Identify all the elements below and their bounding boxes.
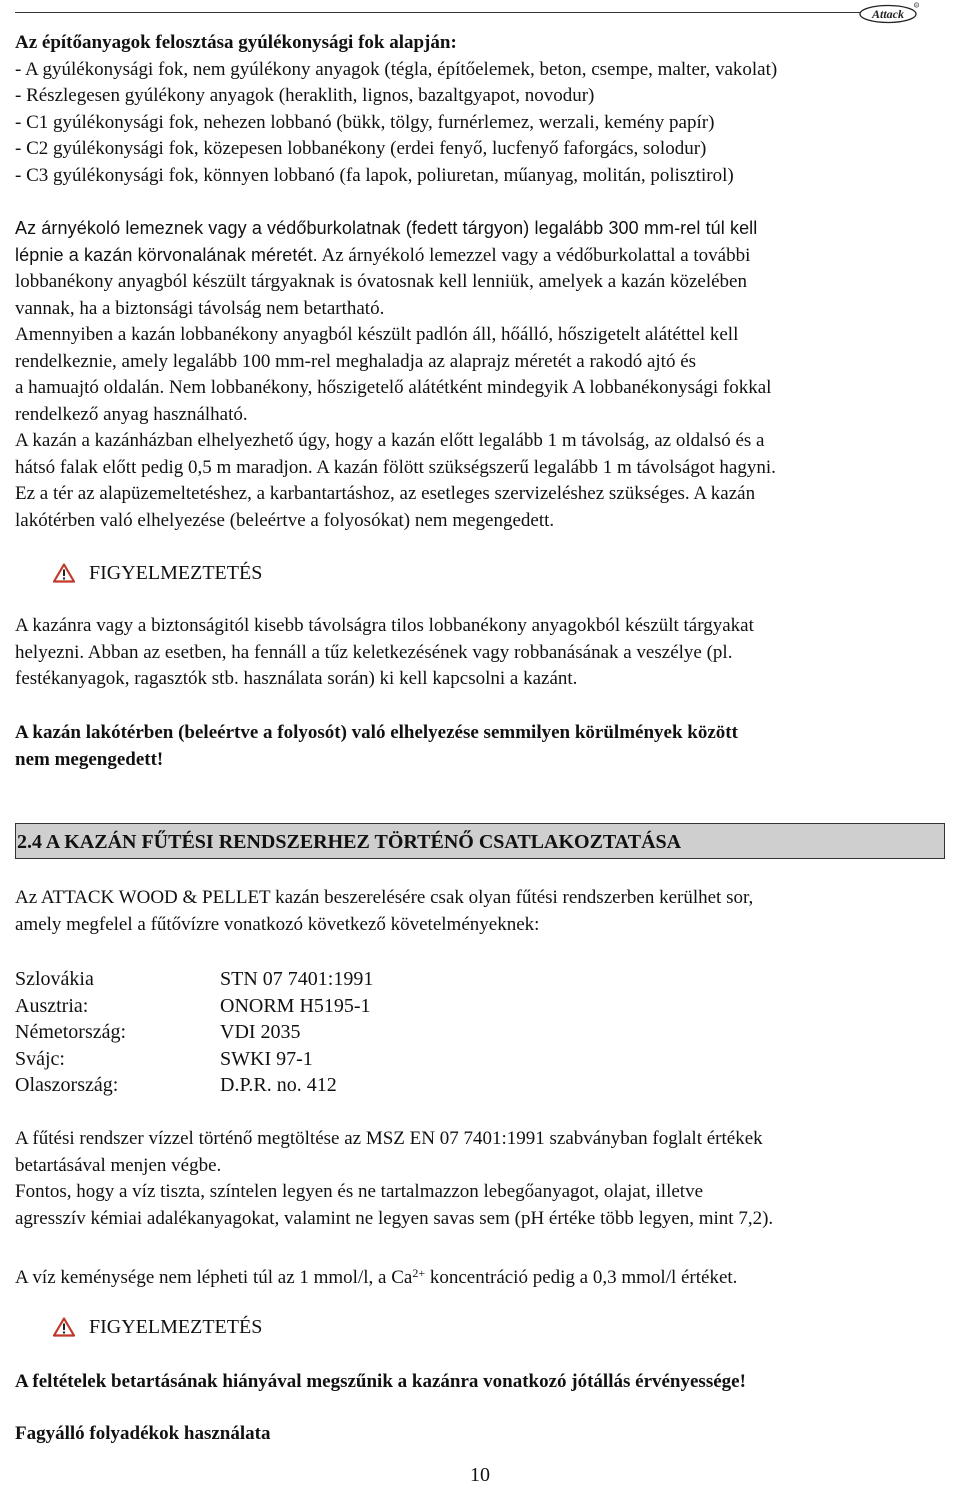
text-line: nem megengedett! [15,748,164,770]
norm-standard: VDI 2035 [220,1021,301,1043]
text-line: hátsó falak előtt pedig 0,5 m maradjon. A kazán fölött szükségszerű legalább 1 m távolságot hagyni. [15,456,776,478]
text-line: lépnie a kazán körvonalának méretét. [15,244,318,265]
warning-bold-text [15,720,945,773]
warning-label: FIGYELMEZTETÉS [89,1316,263,1338]
text-line: vannak, ha a biztonsági távolság nem betartható. [15,297,385,319]
svg-text:Attack: Attack [872,7,904,21]
norm-standard: D.P.R. no. 412 [220,1074,337,1096]
text-line: Ez a tér az alapüzemeltetéshez, a karbantartáshoz, az esetleges szervizeléshez szükséges. A kazán [15,483,756,504]
attack-logo-icon [858,2,920,24]
classification-item: - C2 gyúlékonysági fok, közepesen lobbanékony (erdei fenyő, lucfenyő faforgács, solodur) [15,138,707,159]
svg-text:R: R [915,3,918,8]
norm-row [15,1072,373,1099]
norm-country: Olaszország: [15,1074,119,1096]
warning-triangle-icon [53,1317,75,1337]
header-rule [15,12,860,13]
text-line: rendelkeznie, amely legalább 100 mm-rel meghaladja az alaprajz méretét a rakodó ajtó és [15,350,697,372]
text-line: Az árnyékoló lemeznek vagy a védőburkolatnak (fedett tárgyon) legalább 300 mm-rel túl kell [15,218,758,238]
text-line: A kazán a kazánházban elhelyezhető úgy, hogy a kazán előtt legalább 1 m távolság, az oldalsó és a [15,430,765,451]
norm-row [15,1019,373,1046]
norm-row [15,993,373,1020]
norm-country: Svájc: [15,1047,65,1070]
text-line: Az ATTACK WOOD & PELLET kazán beszerelésére csak olyan fűtési rendszerben kerülhet sor, [15,887,754,908]
norm-standard: SWKI 97-1 [220,1047,313,1070]
text-line: rendelkező anyag használható. [15,403,248,425]
warning-text [15,613,945,693]
text-line: Az árnyékoló lemezzel vagy a védőburkolattal a további [317,244,751,266]
warning-heading [53,559,262,587]
classification-item: - Részlegesen gyúlékony anyagok (heraklith, lignos, bazaltgyapot, novodur) [15,85,595,106]
norm-country: Szlovákia [15,968,94,990]
text-line: koncentráció pedig a 0,3 mmol/l értéket. [425,1267,738,1288]
classification-block [15,30,945,189]
text-line: Amennyiben a kazán lobbanékony anyagból készült padlón áll, hőálló, hőszigetelt alátéttel kell [15,324,739,345]
norm-row [15,1046,373,1073]
classification-item: - C1 gyúlékonysági fok, nehezen lobbanó (bükk, tölgy, furnérlemez, werzali, kemény papír) [15,111,715,133]
text-line: amely megfelel a fűtővízre vonatkozó következő követelményeknek: [15,913,540,935]
text-line: Fontos, hogy a víz tiszta, színtelen legyen és ne tartalmazzon lebegőanyagot, olajat, illetve [15,1181,703,1202]
attack-logo [858,2,920,24]
text-line: festékanyagok, ragasztók stb. használata során) ki kell kapcsolni a kazánt. [15,668,578,689]
text-line: agresszív kémiai adalékanyagokat, valamint ne legyen savas sem (pH értéke több legyen, mint 7,2). [15,1207,774,1229]
norm-country: Ausztria: [15,994,89,1017]
section-intro [15,885,945,938]
warning-triangle-icon [53,563,75,583]
norms-table [15,966,373,1099]
classification-title: Az építőanyagok felosztása gyúlékonysági fok alapján: [15,32,457,53]
text-line: A fűtési rendszer vízzel történő megtöltése az MSZ EN 07 7401:1991 szabványban foglalt értékek [15,1128,763,1149]
page-number: 10 [470,1464,490,1486]
antifreeze-heading: Fagyálló folyadékok használata [15,1423,271,1444]
text-line: lakótérben való elhelyezése (beleértve a folyosókat) nem megengedett. [15,509,555,531]
warranty-warning: A feltételek betartásának hiányával megszűnik a kazánra vonatkozó jótállás érvényessége! [15,1371,746,1392]
section-heading: 2.4 A KAZÁN FŰTÉSI RENDSZERHEZ TÖRTÉNŐ CSATLAKOZTATÁSA [15,823,945,859]
placement-paragraph [15,215,945,534]
text-line: A víz keménysége nem lépheti túl az 1 mmol/l, a Ca [15,1267,413,1288]
text-line: betartásával menjen végbe. [15,1154,222,1176]
text-line: helyezni. Abban az esetben, ha fennáll a tűz keletkezésének vagy robbanásának a veszélye (pl. [15,641,733,663]
norm-row [15,966,373,993]
fill-requirements [15,1126,945,1232]
warning-label: FIGYELMEZTETÉS [89,562,263,584]
classification-item: - A gyúlékonysági fok, nem gyúlékony anyagok (tégla, építőelemek, beton, csempe, malter, vakolat) [15,58,778,80]
classification-item: - C3 gyúlékonysági fok, könnyen lobbanó (fa lapok, poliuretan, műanyag, molitán, polisztirol) [15,164,734,186]
hardness-line [15,1260,945,1292]
norm-standard: STN 07 7401:1991 [220,968,374,990]
norm-standard: ONORM H5195-1 [220,994,371,1017]
text-line: A kazán lakótérben (beleértve a folyosót) való elhelyezése semmilyen körülmények között [15,722,738,743]
warning-heading [53,1313,262,1341]
superscript: 2+ [412,1266,426,1280]
norm-country: Németország: [15,1021,127,1043]
text-line: a hamuajtó oldalán. Nem lobbanékony, hőszigetelő alátétként mindegyik A lobbanékonysági fokkal [15,377,772,398]
text-line: lobbanékony anyagból készült tárgyaknak is óvatosnak kell lenniük, amelyek a kazán közelében [15,271,747,292]
text-line: A kazánra vagy a biztonságitól kisebb távolságra tilos lobbanékony anyagokból készült tárgyakat [15,615,754,636]
